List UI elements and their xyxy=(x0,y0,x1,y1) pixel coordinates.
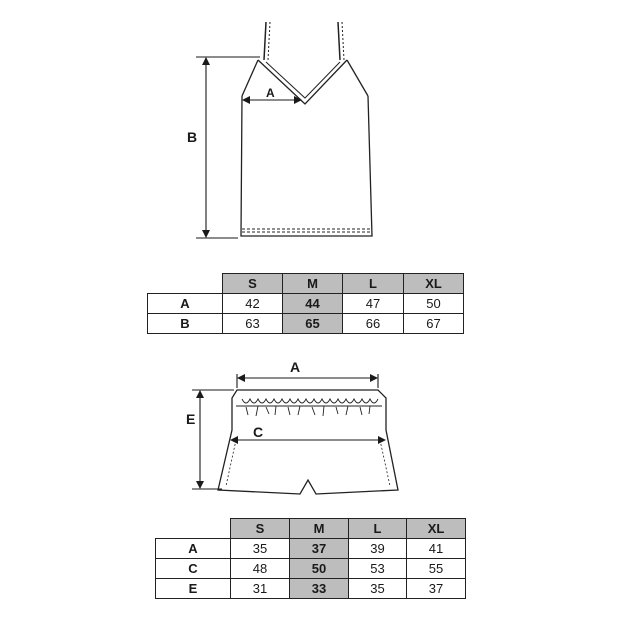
table-cell: 53 xyxy=(349,559,407,579)
table-cell: 41 xyxy=(407,539,466,559)
shorts-drawing xyxy=(218,390,398,494)
table-cell-highlight: 37 xyxy=(290,539,349,559)
shorts-row-label-c: C xyxy=(156,559,231,579)
table-cell: 66 xyxy=(343,314,404,334)
top-size-table xyxy=(147,273,464,334)
shorts-size-table xyxy=(155,518,466,599)
top-size-m: M xyxy=(283,274,343,294)
table-cell-highlight: 50 xyxy=(290,559,349,579)
table-row xyxy=(156,579,466,599)
table-cell: 63 xyxy=(223,314,283,334)
left-strap xyxy=(264,22,266,60)
shorts-size-s: S xyxy=(231,519,290,539)
table-cell: 55 xyxy=(407,559,466,579)
shorts-size-xl: XL xyxy=(407,519,466,539)
table-cell-highlight: 33 xyxy=(290,579,349,599)
table-row xyxy=(148,294,464,314)
dimension-b xyxy=(196,57,260,238)
table-cell: 50 xyxy=(404,294,464,314)
table-row xyxy=(156,539,466,559)
shorts-row-label-e: E xyxy=(156,579,231,599)
shorts-size-m: M xyxy=(290,519,349,539)
neckline-inner xyxy=(266,62,340,98)
table-cell-highlight: 44 xyxy=(283,294,343,314)
top-size-l: L xyxy=(343,274,404,294)
table-cell-highlight: 65 xyxy=(283,314,343,334)
table-cell: 31 xyxy=(231,579,290,599)
label-e: E xyxy=(186,411,196,427)
top-table-corner xyxy=(148,274,223,294)
table-cell: 39 xyxy=(349,539,407,559)
table-cell: 48 xyxy=(231,559,290,579)
shorts-table-corner xyxy=(156,519,231,539)
table-row xyxy=(148,314,464,334)
table-cell: 35 xyxy=(231,539,290,559)
table-cell: 37 xyxy=(407,579,466,599)
right-strap xyxy=(338,22,340,60)
top-row-label-b: B xyxy=(148,314,223,334)
table-cell: 47 xyxy=(343,294,404,314)
side-seam-right xyxy=(380,440,390,486)
dimension-a-shorts xyxy=(237,374,378,388)
right-strap-inner xyxy=(342,22,344,60)
top-table-header-row xyxy=(148,274,464,294)
dimension-e xyxy=(192,390,234,489)
shorts-table-header-row xyxy=(156,519,466,539)
table-row xyxy=(156,559,466,579)
label-b: B xyxy=(187,129,198,145)
top-size-s: S xyxy=(223,274,283,294)
top-size-xl: XL xyxy=(404,274,464,294)
camisole-drawing xyxy=(241,22,372,236)
shorts-row-label-a: A xyxy=(156,539,231,559)
label-a-shorts: A xyxy=(290,359,301,375)
shorts-size-l: L xyxy=(349,519,407,539)
label-c: C xyxy=(253,424,264,440)
top-row-label-a: A xyxy=(148,294,223,314)
label-a-top: A xyxy=(266,86,275,100)
table-cell: 42 xyxy=(223,294,283,314)
table-cell: 35 xyxy=(349,579,407,599)
table-cell: 67 xyxy=(404,314,464,334)
camisole-body xyxy=(241,96,372,236)
left-strap-inner xyxy=(268,22,270,60)
gathers xyxy=(242,399,378,416)
